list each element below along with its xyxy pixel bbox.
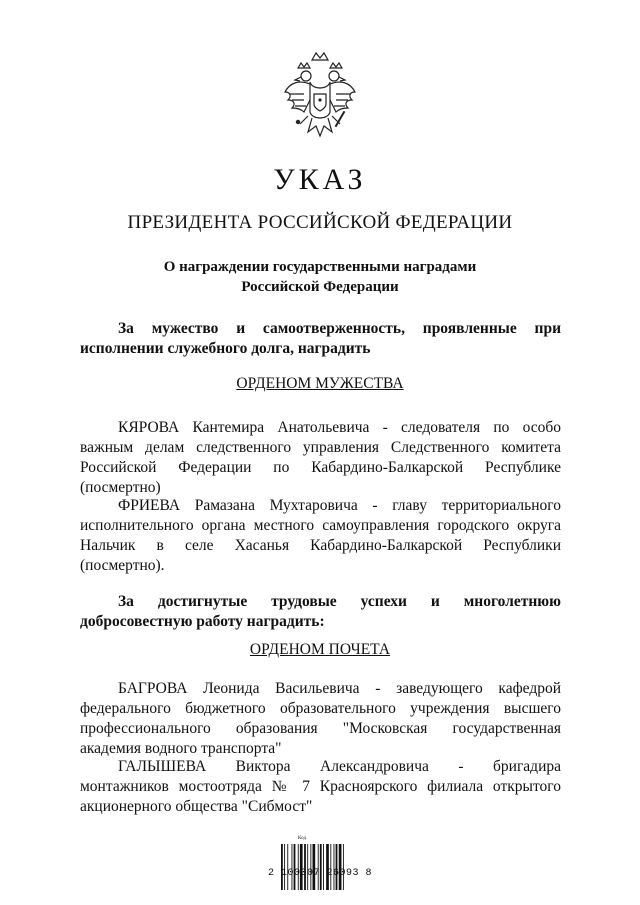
barcode-bar: [304, 844, 306, 890]
barcode-bar: [320, 844, 322, 890]
barcode-bar: [330, 844, 331, 890]
decree-title: УКАЗ: [273, 163, 367, 196]
barcode-bar: [326, 844, 329, 890]
barcode-bar: [284, 844, 285, 890]
order-of-honour-heading: ОРДЕНОМ ПОЧЕТА: [249, 641, 391, 658]
subject-line: Российской Федерации: [241, 279, 399, 295]
barcode-bar: [323, 844, 324, 890]
barcode-bar: [298, 844, 299, 890]
awardee-line: (посмертно): [80, 479, 161, 496]
barcode-bar: [310, 844, 311, 890]
awardee-line: акционерного общества "Сибмост": [80, 798, 313, 815]
barcode-bar: [300, 844, 303, 890]
awardee-line: БАГРОВА Леонида Васильевича - заведующего кафедрой: [118, 680, 561, 697]
barcode-caption: Код: [298, 836, 306, 841]
awardee-line: ФРИЕВА Рамазана Мухтаровича - главу территориального: [118, 497, 561, 514]
barcode-bar: [334, 844, 335, 890]
intro-line: исполнении служебного долга, наградить: [80, 340, 371, 357]
intro-line: добросовестную работу наградить:: [80, 613, 325, 630]
barcode-bar: [307, 844, 308, 890]
awardee-line: федерального бюджетного образовательного учреждения высшего: [80, 700, 561, 717]
barcode-bar: [343, 844, 344, 890]
awardee-entry: [80, 679, 561, 759]
barcode-bar: [287, 844, 288, 890]
decree-subject: [0, 257, 640, 297]
barcode-icon: [280, 844, 368, 890]
barcode-bar: [292, 844, 293, 890]
order-of-courage-heading: ОРДЕНОМ МУЖЕСТВА: [236, 375, 404, 392]
awardee-line: монтажников мостоотряда № 7 Красноярского филиала открытого: [80, 778, 561, 795]
barcode-bar: [294, 844, 296, 890]
barcode-bar: [281, 844, 283, 890]
section1-intro: [80, 319, 561, 359]
awardee-line: ГАЛЫШЕВА Виктора Александровича - бригадира: [118, 758, 561, 775]
section2-intro: [80, 592, 561, 632]
awardee-line: Российской Федерации по Кабардино-Балкарской Республике: [80, 459, 561, 476]
barcode-bar: [339, 844, 342, 890]
awardee-line: важным делам следственного управления Следственного комитета: [80, 439, 561, 456]
awardee-entry: [80, 418, 561, 498]
intro-line: За достигнутые трудовые успехи и многолетнюю: [118, 593, 561, 610]
awardee-entry: [80, 496, 561, 576]
coat-of-arms-emblem: [282, 50, 358, 146]
barcode-number: 2 100007 26093 8: [267, 868, 372, 879]
barcode-bar: [318, 844, 319, 890]
intro-line: За мужество и самоотверженность, проявленные при: [118, 320, 561, 337]
awardee-line: Нальчик в селе Хасанья Кабардино-Балкарской Республики: [80, 537, 561, 554]
barcode-bar: [313, 844, 316, 890]
barcode-bar: [336, 844, 338, 890]
awardee-line: КЯРОВА Кантемира Анатольевича - следователя по особо: [118, 419, 561, 436]
awardee-line: (посмертно).: [80, 557, 165, 574]
awardee-line: профессионального образования "Московская государственная: [80, 720, 561, 737]
decree-issuer: ПРЕЗИДЕНТА РОССИЙСКОЙ ФЕДЕРАЦИИ: [127, 212, 513, 233]
awardee-entry: [80, 757, 561, 817]
subject-line: О награждении государственными наградами: [163, 259, 477, 275]
awardee-line: исполнительного органа местного самоуправления городского округа: [80, 517, 561, 534]
awardee-line: академия водного транспорта": [80, 740, 282, 757]
